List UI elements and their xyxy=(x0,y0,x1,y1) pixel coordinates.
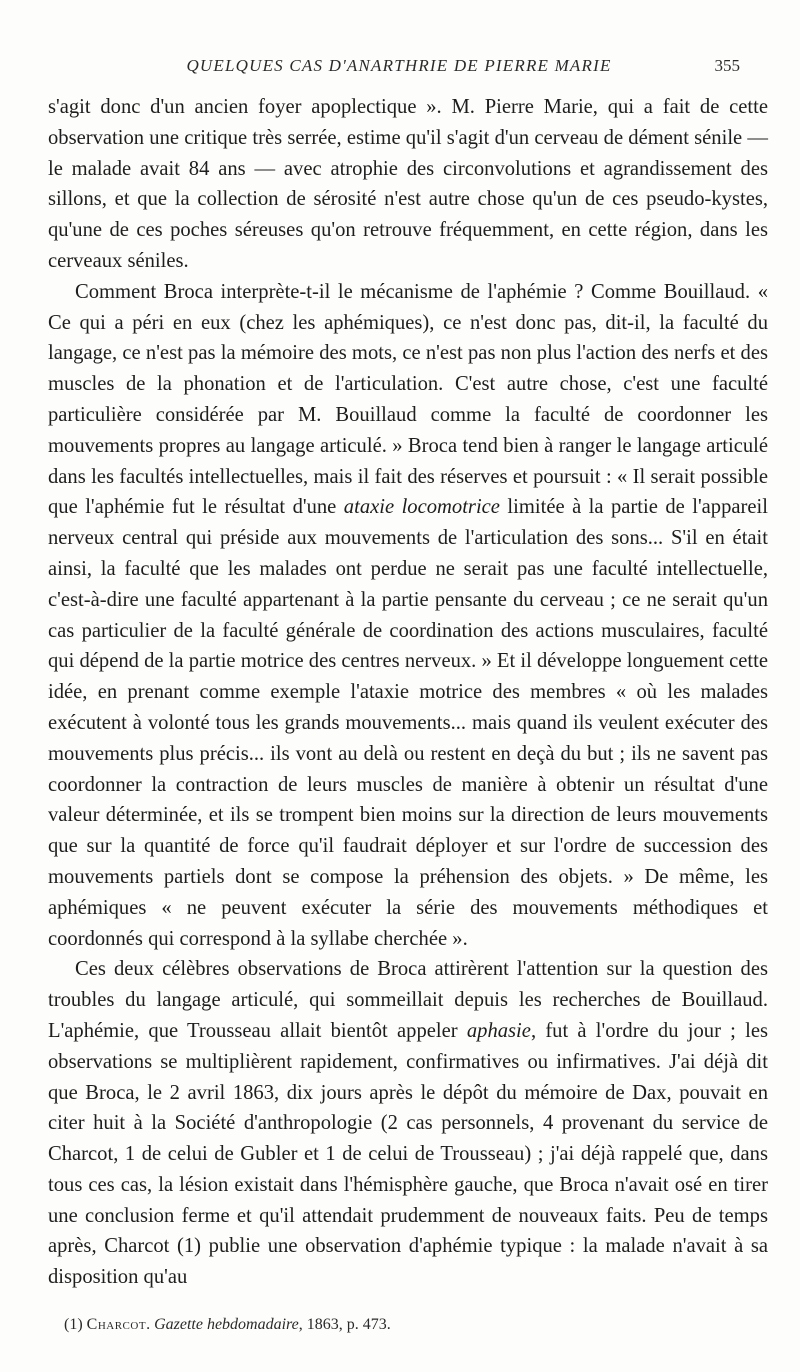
text-segment: , fut à l'ordre du jour ; les observations se multiplièrent rapidement, confirmatives ou infirmatives. J'ai déjà dit que Broca, le 2 avril 1863, dix jours après le dépôt du mémoire de Dax, pouvait en citer huit à la Société d'anthropologie (2 cas personnels, 4 provenant du service de Charcot, 1 de celui de Gubler et 1 de celui de Trousseau) ; j'ai déjà rappelé que, dans tous ces cas, la lésion existait dans l'hémisphère gauche, que Broca n'avait osé en tirer une conclusion ferme et qu'il attendait prudemment de nouveaux faits. Peu de temps après, Charcot (1) publie une observation d'aphémie typique : la malade n'avait à sa disposition qu'au xyxy=(48,1019,769,1289)
italic-term-aphasie: aphasie xyxy=(466,1019,531,1042)
body-text xyxy=(48,92,768,1293)
page-number: 355 xyxy=(714,56,740,75)
paragraph-observations xyxy=(48,954,768,1293)
footnote-separator: . xyxy=(146,1316,155,1333)
footnote xyxy=(64,1316,764,1334)
running-title: QUELQUES CAS D'ANARTHRIE DE PIERRE MARIE xyxy=(186,56,612,75)
footnote-citation: , 1863, p. 473. xyxy=(298,1316,391,1333)
page-header xyxy=(48,56,750,86)
footnote-journal: Gazette hebdomadaire xyxy=(154,1316,299,1333)
text-segment: Ces deux célèbres observations de Broca attirèrent l'attention sur la question des troubles du langage articulé, qui sommeillait depuis les recherches de Bouillaud. L'aphémie, que Trousseau allait bientôt appeler xyxy=(48,958,768,1042)
paragraph-broca-interpretation xyxy=(48,277,768,955)
footnote-author: Charcot xyxy=(86,1316,147,1333)
paragraph-continuation xyxy=(48,92,768,277)
text-segment: limitée à la partie de l'appareil nerveux central qui préside aux mouvements de l'articulation des sons... S'il en était ainsi, la faculté que les malades ont perdue ne serait pas une faculté intellectuelle, c'est-à-dire une faculté appartenant à la partie pensante du cerveau ; ce ne serait qu'un cas particulier de la faculté générale de coordination des actions musculaires, faculté qui dépend de la partie motrice des centres nerveux. » Et il développe longuement cette idée, en prenant comme exemple l'ataxie motrice des membres « où les malades exécutent à volonté tous les grands mouvements... mais quand ils veulent exécuter des mouvements plus précis... ils vont au delà ou restent en deçà du but ; ils ne savent pas coordonner la contraction de leurs muscles de manière à obtenir un résultat d'une valeur déterminée, et ils se trompent bien moins sur la direction de leurs mouvements que sur la quantité de force qu'il faudrait déployer et sur l'ordre de succession des mouvements partiels dont se compose la préhension des objets. » De même, les aphémiques « ne peuvent exécuter la série des mouvements méthodiques et coordonnés qui correspond à la syllabe cherchée ». xyxy=(48,496,768,950)
text-segment: Comment Broca interprète-t-il le mécanisme de l'aphémie ? Comme Bouillaud. « Ce qui a péri en eux (chez les aphémiques), ce n'est donc pas, dit-il, la faculté du langage, ce n'est pas la mémoire des mots, ce n'est pas non plus l'action des nerfs et des muscles de la phonation et de l'articulation. C'est autre chose, c'est une faculté particulière considérée par M. Bouillaud comme la faculté de coordonner les mouvements propres au langage articulé. » Broca tend bien à ranger le langage articulé dans les facultés intellectuelles, mais il fait des réserves et poursuit : « Il serait possible que l'aphémie fut le résultat d'une xyxy=(48,280,768,519)
italic-term-ataxie-locomotrice: ataxie locomotrice xyxy=(343,496,500,519)
text-segment: s'agit donc d'un ancien foyer apoplectique ». M. Pierre Marie, qui a fait de cette observation une critique très serrée, estime qu'il s'agit d'un cerveau de dément sénile — le malade avait 84 ans — avec atrophie des circonvolutions et agrandissement des sillons, et que la collection de sérosité n'est autre chose qu'un de ces pseudo-kystes, qu'une de ces poches séreuses qu'on retrouve fréquemment, en cette région, dans les cerveaux séniles. xyxy=(48,96,768,272)
footnote-marker: (1) xyxy=(64,1316,87,1333)
